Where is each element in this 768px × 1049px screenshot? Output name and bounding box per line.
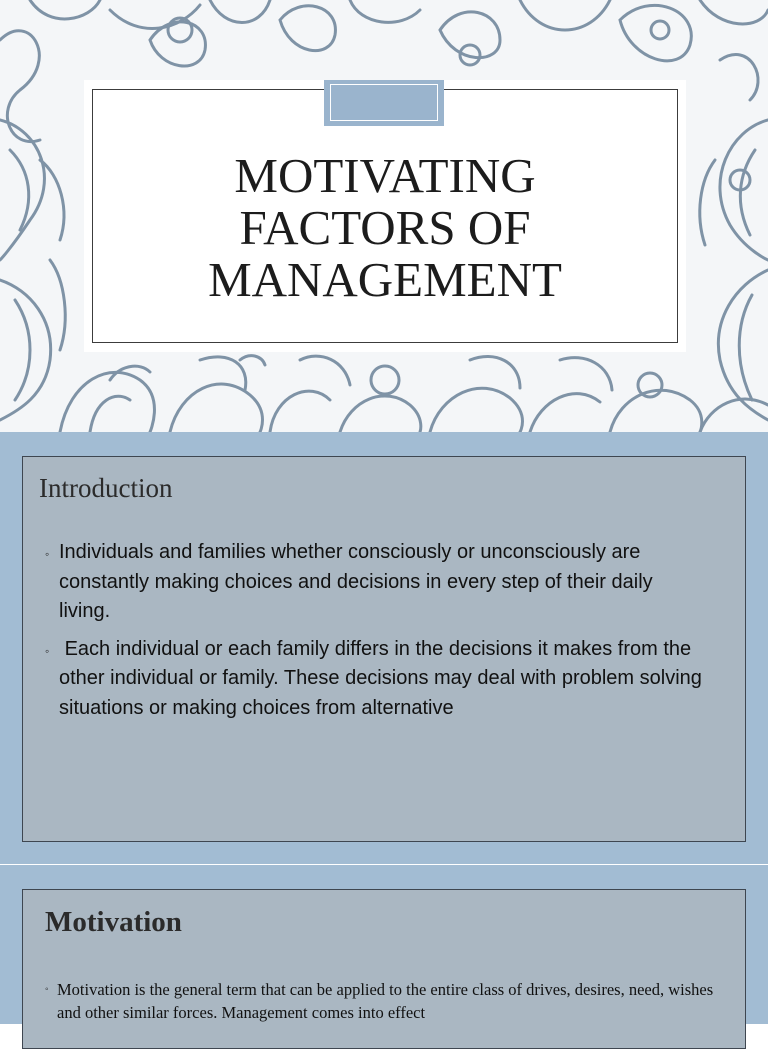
- slide-heading: Introduction: [39, 473, 173, 503]
- bullet-list: [45, 538, 708, 731]
- content-panel: [22, 889, 746, 1049]
- slide-heading: Motivation: [45, 906, 182, 938]
- title-frame: [92, 89, 678, 343]
- title-tab-decoration: [324, 80, 444, 126]
- bullet-marker: ◦: [45, 547, 50, 561]
- list-item: [45, 978, 735, 1024]
- bullet-marker: ◦: [45, 984, 49, 995]
- list-item: [45, 538, 705, 627]
- bullet-text: Motivation is the general term that can be applied to the entire class of drives, desires, need, wishes and other similar forces. Management comes into effect: [57, 980, 714, 1022]
- content-panel: [22, 456, 746, 842]
- list-item: [45, 635, 708, 724]
- title-card: [84, 80, 686, 352]
- bullet-text: Each individual or each family differs in the decisions it makes from the other individual or family. These decisions may deal with problem solving situations or making choices from alternative: [59, 637, 708, 719]
- bullet-marker: ◦: [45, 643, 50, 658]
- bullet-list: [45, 978, 735, 1024]
- title-slide: [0, 0, 768, 432]
- slide-title: MOTIVATING FACTORS OF MANAGEMENT: [208, 148, 562, 307]
- introduction-slide: [0, 432, 768, 864]
- bullet-text: Individuals and families whether consciously or unconsciously are constantly making choices and decisions in every step of their daily living.: [59, 541, 653, 622]
- motivation-slide: [0, 865, 768, 1024]
